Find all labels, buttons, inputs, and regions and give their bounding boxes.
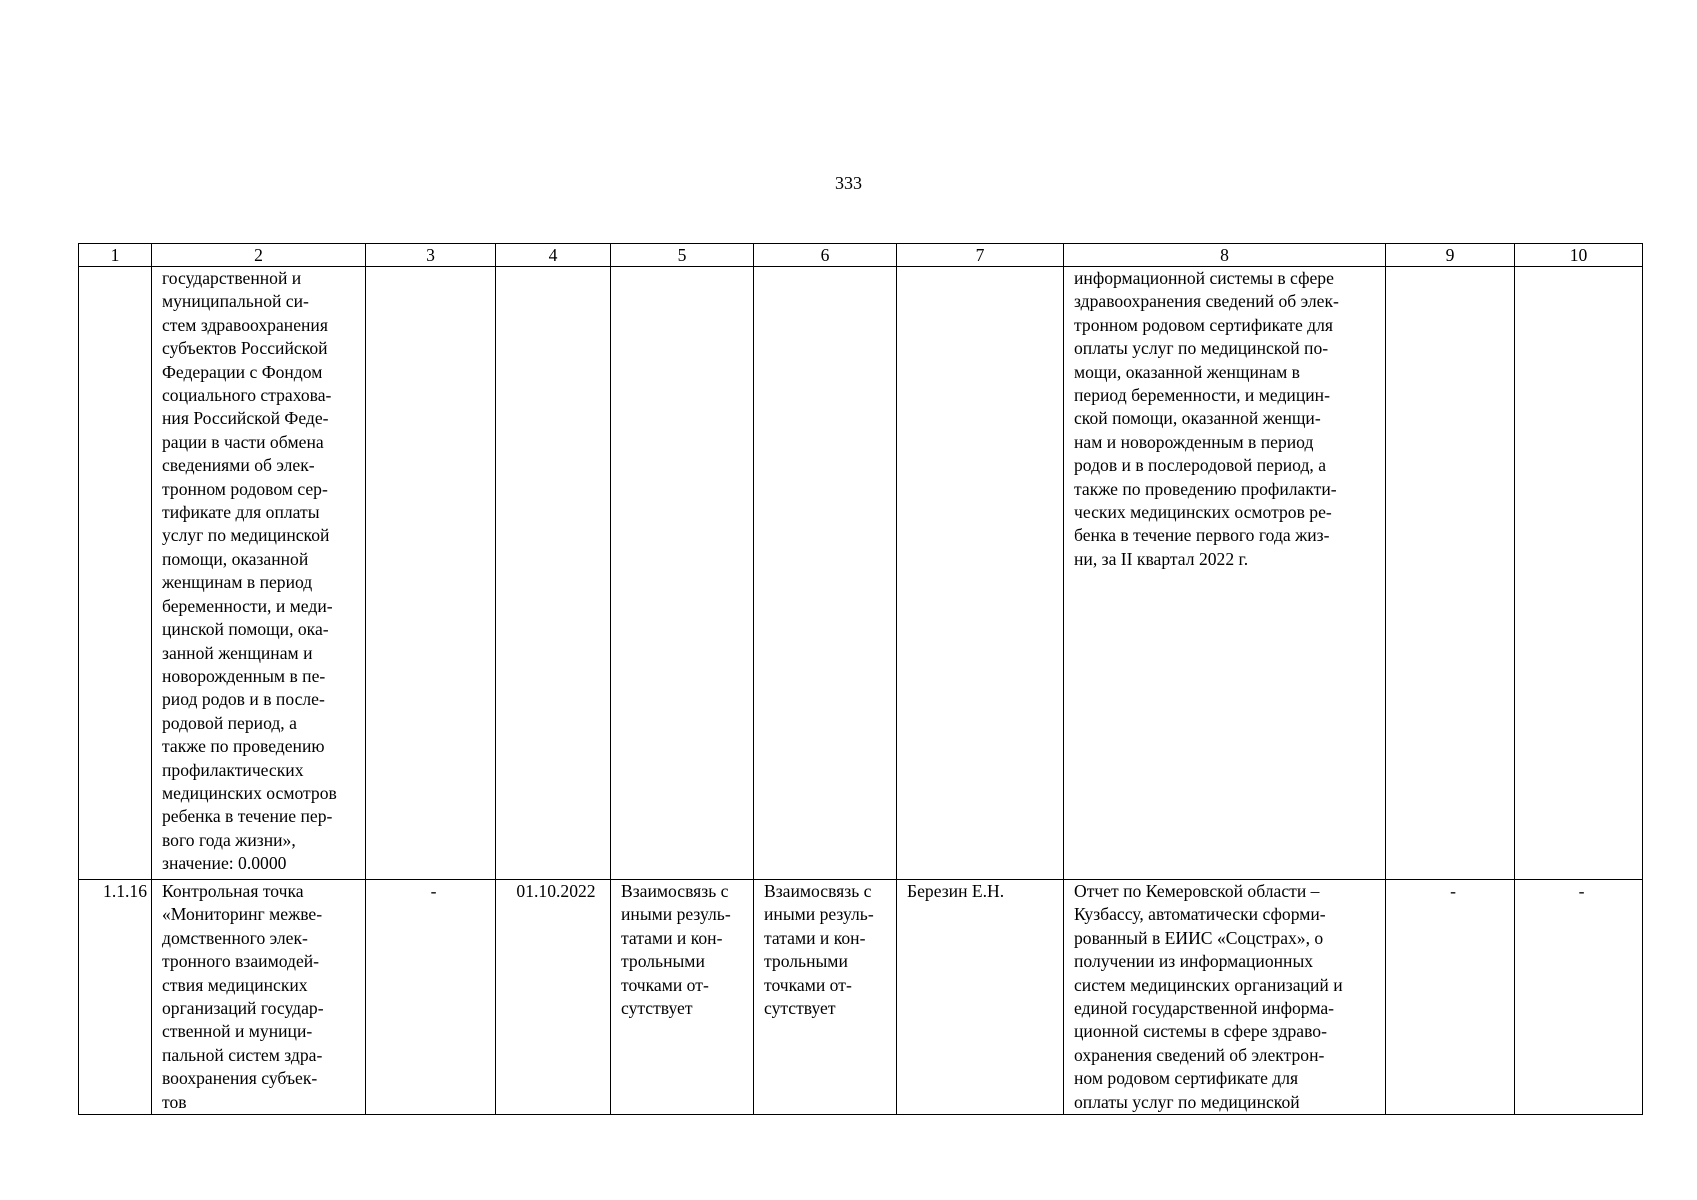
page-number: 333 (835, 173, 862, 193)
cell-col10 (1515, 267, 1643, 880)
column-header: 8 (1064, 244, 1386, 267)
cell-successor: Взаимосвязь с иными резуль- татами и кон- трольными точками от- сутствует (754, 880, 897, 1115)
cell-name: государственной и муниципальной си- стем здравоохранения субъектов Российской Федерации с Фондом социального страхова- ния Российской Феде- рации в части обмена сведениями об элек- тронном родовом сер- тификате для оплаты услуг по медицинской помощи, оказанной женщинам в период беременности, и меди- цинской помощи, ока- занной женщинам и новорожденным в пе- риод родов и в после- родовой период, а также по проведению профилактических медицинских осмотров ребенка в течение пер- вого года жизни», значение: 0.0000 (152, 267, 366, 880)
column-number-row (79, 244, 1643, 267)
cell-predecessor (611, 267, 754, 880)
column-header: 5 (611, 244, 754, 267)
column-header: 10 (1515, 244, 1643, 267)
data-table (78, 243, 1643, 1115)
column-header: 1 (79, 244, 152, 267)
column-header: 7 (897, 244, 1064, 267)
column-header: 2 (152, 244, 366, 267)
cell-successor (754, 267, 897, 880)
cell-predecessor: Взаимосвязь с иными резуль- татами и кон- трольными точками от- сутствует (611, 880, 754, 1115)
cell-responsible (897, 267, 1064, 880)
cell-end-date: 01.10.2022 (496, 880, 611, 1115)
cell-name: Контрольная точка «Мониторинг межве- домственного элек- тронного взаимодей- ствия медицинских организаций государ- ственной и муници- пальной систем здра- воохранения субъек- тов (152, 880, 366, 1115)
column-header: 4 (496, 244, 611, 267)
column-header: 3 (366, 244, 496, 267)
column-header: 6 (754, 244, 897, 267)
cell-responsible: Березин Е.Н. (897, 880, 1064, 1115)
cell-start-date (366, 267, 496, 880)
cell-col9: - (1386, 880, 1515, 1115)
cell-col9 (1386, 267, 1515, 880)
cell-number (79, 267, 152, 880)
cell-start-date: - (366, 880, 496, 1115)
table-row (79, 267, 1643, 880)
table-row (79, 880, 1643, 1115)
cell-document: Отчет по Кемеровской области – Кузбассу, автоматически сформи- рованный в ЕИИС «Соцстрах», о получении из информационных систем медицинских организаций и единой государственной информа- ционной системы в сфере здраво- охранения сведений об электрон- ном родовом сертификате для оплаты услуг по медицинской (1064, 880, 1386, 1115)
cell-end-date (496, 267, 611, 880)
column-header: 9 (1386, 244, 1515, 267)
cell-col10: - (1515, 880, 1643, 1115)
cell-number: 1.1.16 (79, 880, 152, 1115)
cell-document: информационной системы в сфере здравоохранения сведений об элек- тронном родовом сертификате для оплаты услуг по медицинской по- мощи, оказанной женщинам в период беременности, и медицин- ской помощи, оказанной женщи- нам и новорожденным в период родов и в послеродовой период, а также по проведению профилакти- ческих медицинских осмотров ре- бенка в течение первого года жиз- ни, за II квартал 2022 г. (1064, 267, 1386, 880)
